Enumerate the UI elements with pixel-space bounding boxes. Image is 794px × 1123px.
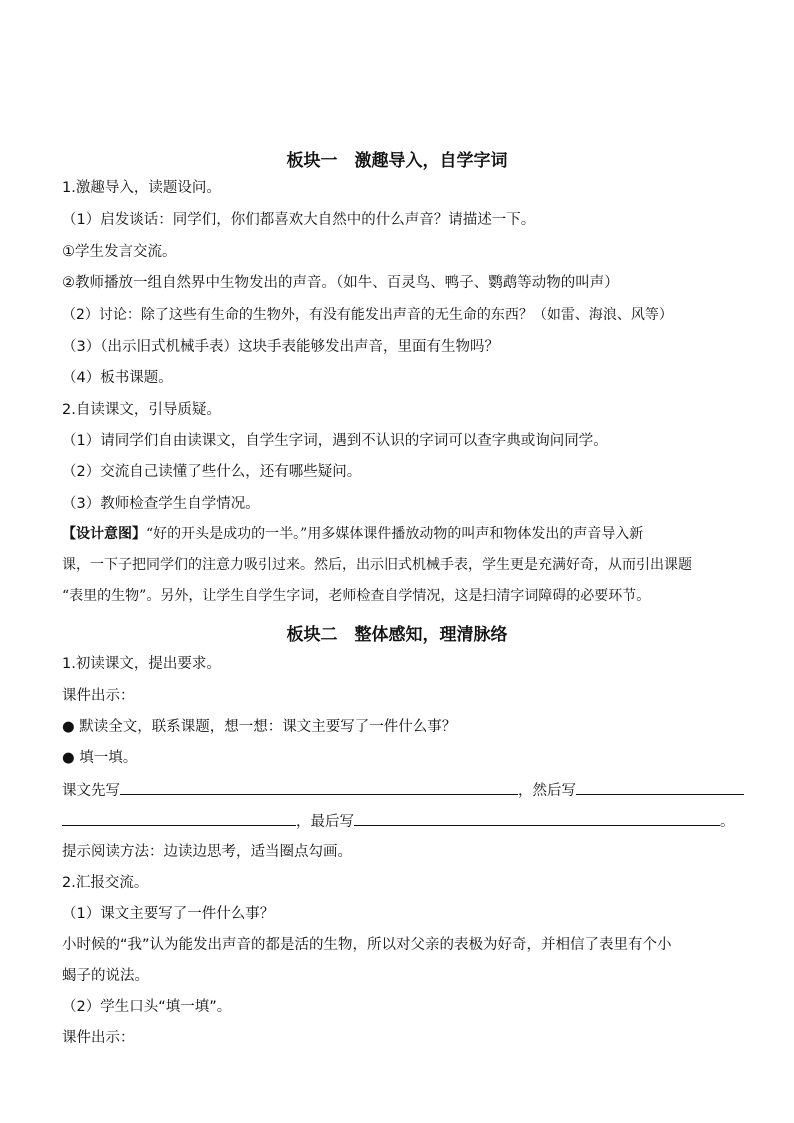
s1-item1-1b: ②教师播放一组自然界中生物发出的声音。（如牛、百灵鸟、鸭子、鹦鹉等动物的叫声）: [62, 275, 619, 291]
s1-item1-1: （1）启发谈话：同学们，你们都喜欢大自然中的什么声音？请描述一下。: [62, 212, 536, 228]
s2-hint: 提示阅读方法：边读边思考，适当圈点勾画。: [62, 844, 352, 860]
s2-courseware1: 课件出示：: [62, 688, 135, 704]
s1-item1-1a: ①学生发言交流。: [62, 244, 177, 260]
fill-last-label: ，最后写: [296, 814, 354, 830]
section1-title: 板块一 激趣导入，自学字词: [286, 151, 508, 171]
design-intent-text1: “好的开头是成功的一半。”用多媒体课件播放动物的叫声和物体发出的声音导入新: [146, 526, 644, 542]
s1-item1-3: （3）（出示旧式机械手表）这块手表能够发出声音，里面有生物吗？: [62, 339, 499, 355]
fill-line-2: [62, 811, 735, 832]
fill-blank-1[interactable]: [120, 780, 518, 795]
s2-answer-line2: 蝎子的说法。: [62, 968, 149, 984]
fill-end-label: 。: [720, 814, 735, 830]
s1-item1-4: （4）板书课题。: [62, 370, 173, 386]
s1-item2-1: （1）请同学们自由读课文，自学生字词，遇到不认识的字词可以查字典或询问同学。: [62, 433, 608, 449]
s2-item2-2: （2）学生口头“填一填”。: [62, 999, 232, 1015]
s1-item2: 2.自读课文，引导质疑。: [62, 402, 221, 418]
s2-courseware2: 课件出示：: [62, 1030, 135, 1046]
s1-item2-2: （2）交流自己读懂了些什么，还有哪些疑问。: [62, 464, 362, 480]
s2-bullet2: ● 填一填。: [62, 750, 138, 766]
design-intent-line2: 课，一下子把同学们的注意力吸引过来。然后，出示旧式机械手表，学生更是充满好奇，从而引出课题: [62, 557, 692, 573]
design-intent-line3: “表里的生物”。另外，让学生自学生字词，老师检查自学情况，这是扫清字词障碍的必要环节。: [62, 588, 651, 604]
fill-blank-2[interactable]: [576, 780, 744, 795]
s2-item2-1: （1）课文主要写了一件什么事？: [62, 906, 275, 922]
s1-item2-3: （3）教师检查学生自学情况。: [62, 496, 260, 512]
fill-then-label: ，然后写: [518, 783, 576, 799]
s2-item1: 1.初读课文，提出要求。: [62, 656, 221, 672]
s2-answer-line1: 小时候的“我”认为能发出声音的都是活的生物，所以对父亲的表极为好奇，并相信了表里有个小: [62, 937, 672, 953]
design-intent-label: 【设计意图】: [62, 526, 146, 542]
design-intent-line1: [62, 524, 643, 544]
fill-blank-4[interactable]: [354, 811, 720, 826]
s2-bullet1: ● 默读全文，联系课题，想一想：课文主要写了一件什么事？: [62, 719, 457, 735]
fill-blank-3[interactable]: [62, 811, 296, 826]
section2-title: 板块二 整体感知，理清脉络: [286, 625, 508, 645]
fill-line-1: [62, 780, 744, 801]
s2-item2: 2.汇报交流。: [62, 875, 149, 891]
s1-item1-2: （2）讨论：除了这些有生命的生物外，有没有能发出声音的无生命的东西？（如雷、海浪、风等）: [62, 307, 673, 323]
s1-item1: 1.激趣导入，读题设问。: [62, 180, 221, 196]
fill-start-label: 课文先写: [62, 783, 120, 799]
